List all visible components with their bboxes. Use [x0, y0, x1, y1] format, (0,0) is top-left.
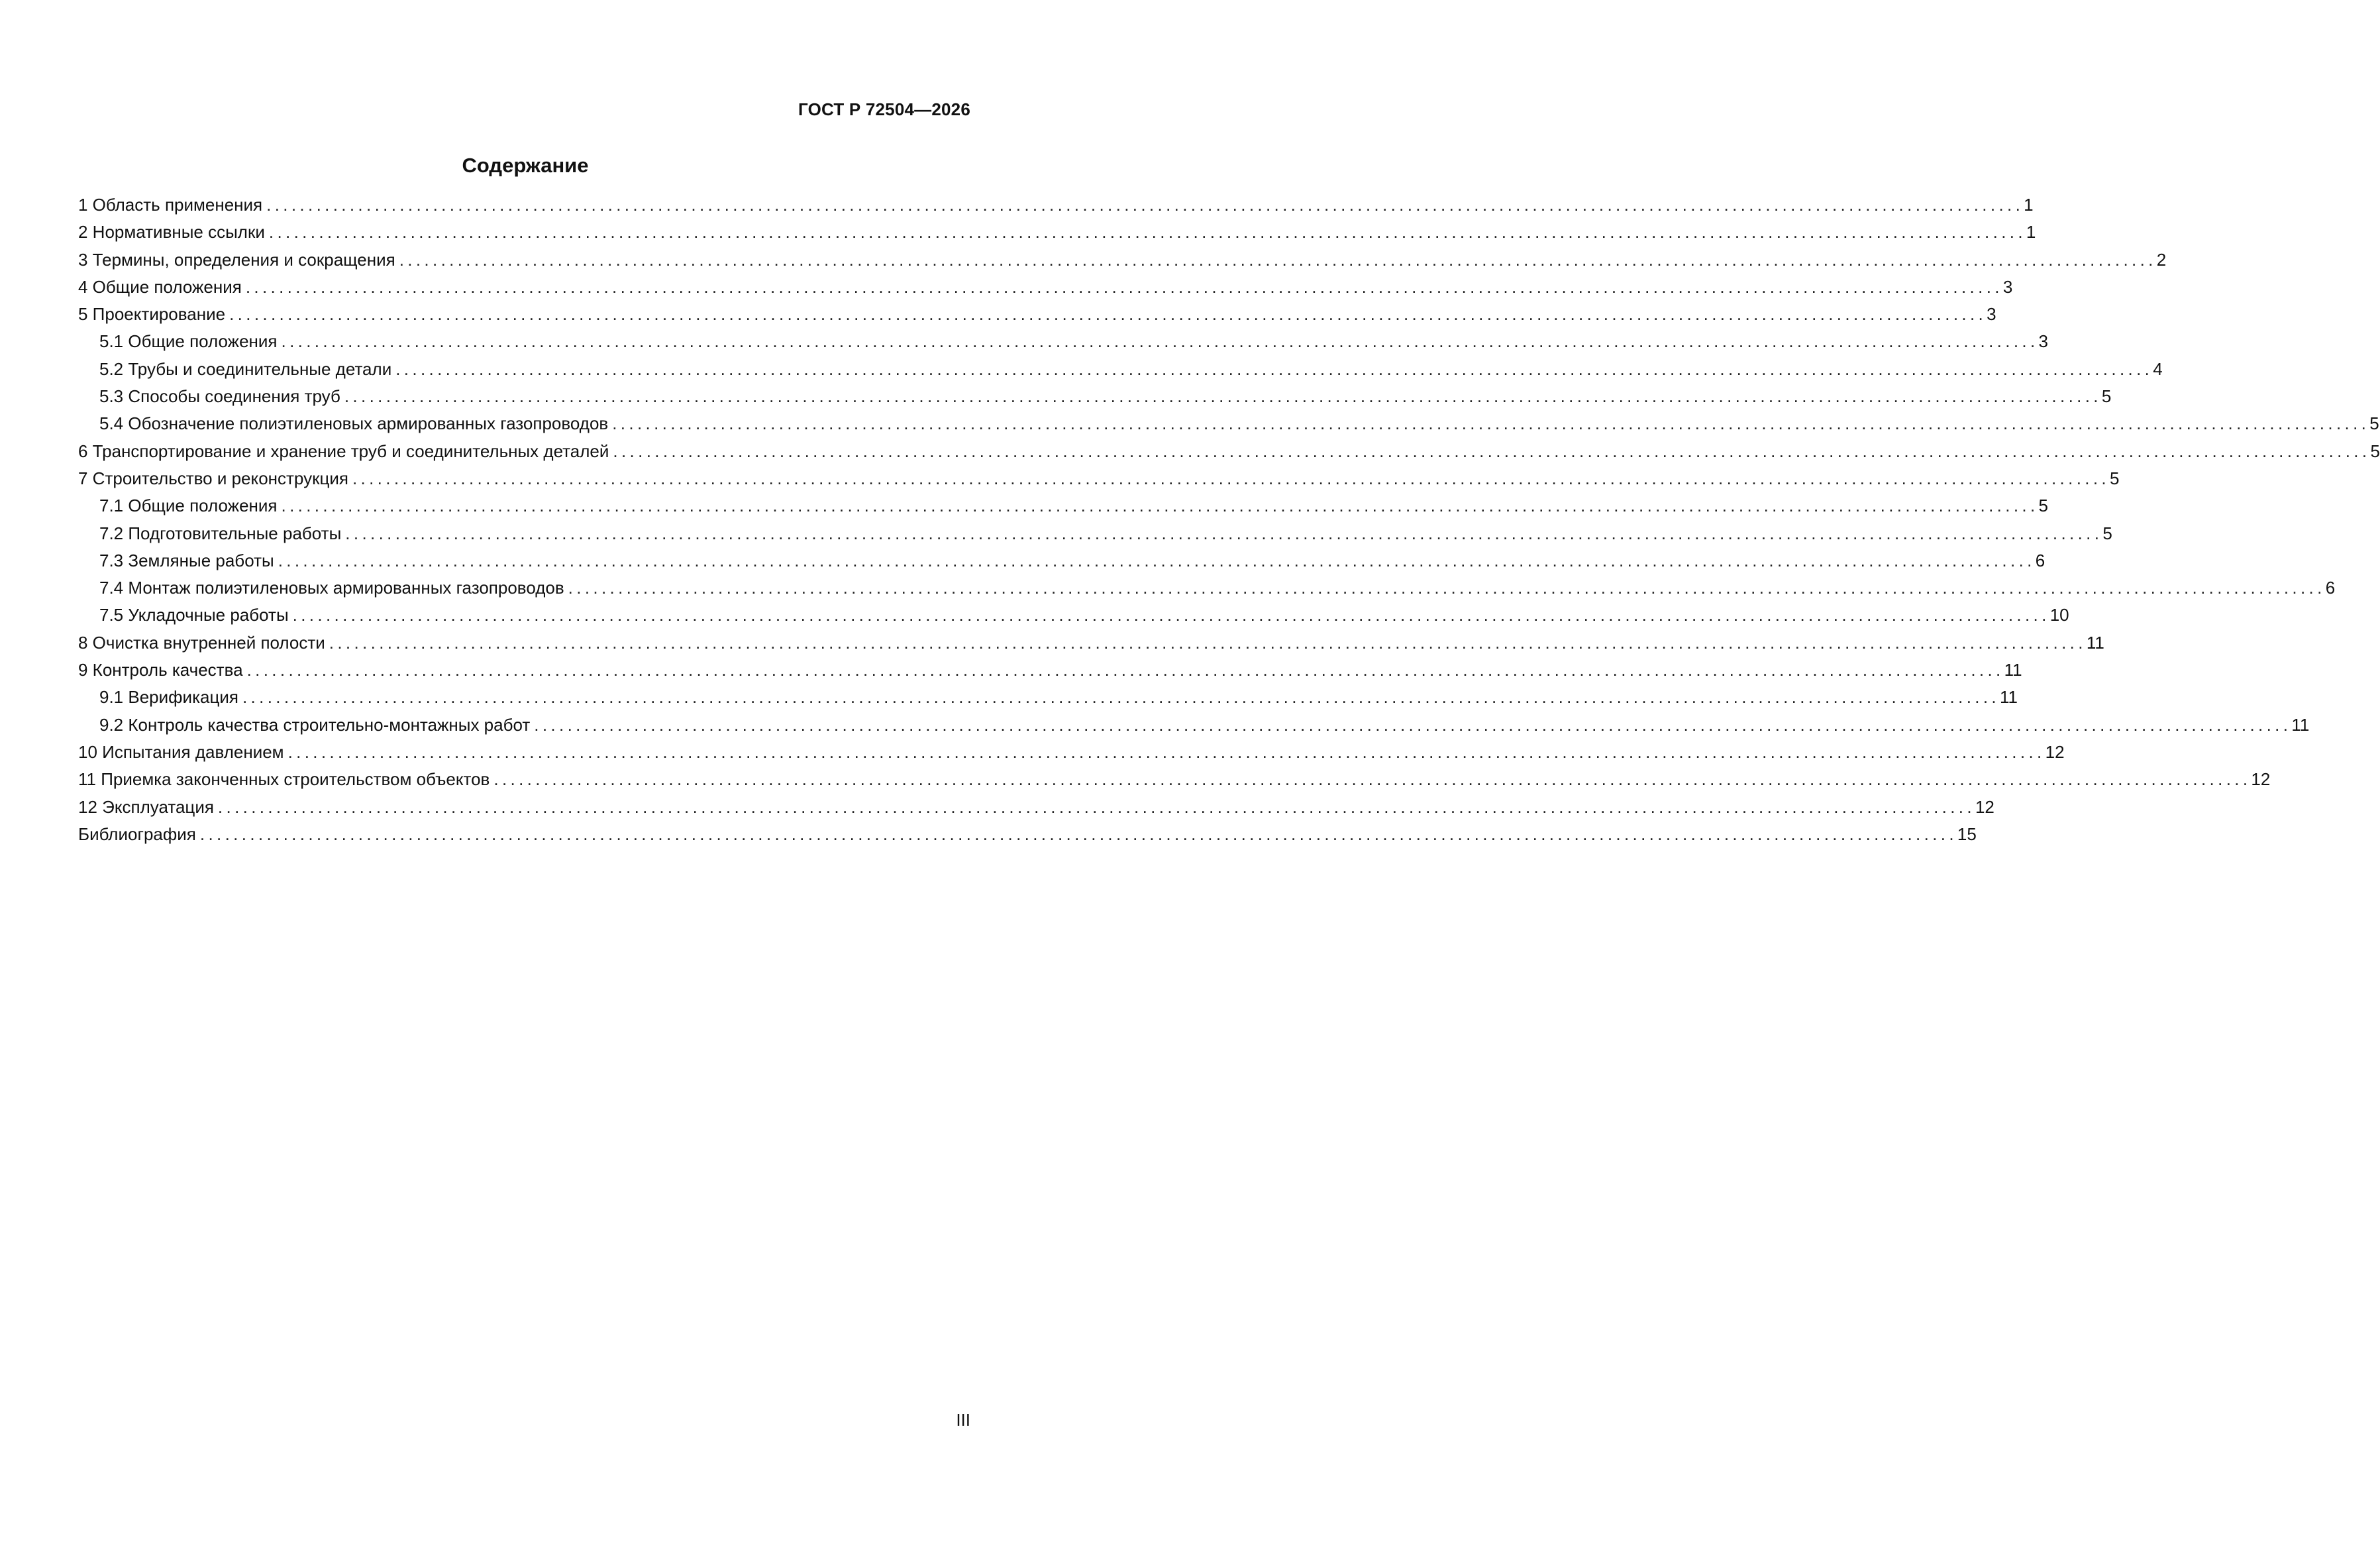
toc-entry-label: 5 Проектирование — [78, 304, 226, 325]
toc-dot-leader: ................................................................................................................................................................................................................... — [268, 222, 2026, 242]
toc-dot-leader: ................................................................................................................................................................................................................... — [352, 468, 2110, 488]
toc-entry-label: 6 Транспортирование и хранение труб и соединительных деталей — [78, 441, 609, 461]
toc-dot-leader: ................................................................................................................................................................................................................... — [246, 660, 2004, 680]
toc-dot-leader: ................................................................................................................................................................................................................... — [534, 714, 2292, 735]
toc-entry-page: 1 — [2024, 195, 2034, 215]
toc-dot-leader: ................................................................................................................................................................................................................... — [612, 413, 2370, 434]
toc-entry-label: 3 Термины, определения и сокращения — [78, 249, 395, 270]
toc-entry-page: 5 — [2110, 468, 2120, 488]
toc-dot-leader: ................................................................................................................................................................................................................... — [329, 632, 2087, 653]
toc-subentry[interactable] — [78, 602, 2069, 629]
toc-entry-page: 5 — [2101, 386, 2112, 407]
toc-entry-label: 7.4 Монтаж полиэтиленовых армированных газопроводов — [99, 578, 564, 598]
table-of-contents — [78, 191, 2380, 848]
toc-dot-leader: ................................................................................................................................................................................................................... — [217, 796, 1975, 817]
toc-dot-leader: ................................................................................................................................................................................................................... — [395, 358, 2153, 379]
toc-entry-label: 5.4 Обозначение полиэтиленовых армированных газопроводов — [99, 413, 609, 434]
toc-dot-leader: ................................................................................................................................................................................................................... — [345, 523, 2103, 543]
toc-entry-page: 5 — [2369, 413, 2379, 434]
toc-title: Содержание — [462, 154, 589, 177]
toc-entry-page: 6 — [2325, 578, 2336, 598]
toc-subentry[interactable] — [78, 547, 2045, 574]
toc-entry[interactable] — [78, 438, 2380, 465]
toc-dot-leader: ................................................................................................................................................................................................................... — [287, 741, 2045, 762]
toc-entry-page: 11 — [2086, 632, 2104, 653]
toc-entry-page: 3 — [2038, 331, 2049, 352]
toc-entry-page: 5 — [2102, 523, 2112, 543]
toc-entry[interactable] — [78, 246, 2167, 274]
toc-entry-page: 3 — [2002, 276, 2013, 297]
toc-entry[interactable] — [78, 191, 2034, 219]
toc-entry-label: 4 Общие положения — [78, 276, 242, 297]
toc-dot-leader: ................................................................................................................................................................................................................... — [493, 769, 2251, 790]
toc-subentry[interactable] — [78, 684, 2018, 711]
toc-entry-label: 5.1 Общие положения — [99, 331, 278, 352]
toc-entry-page: 1 — [2026, 222, 2036, 242]
toc-entry-page: 10 — [2049, 605, 2069, 625]
toc-subentry[interactable] — [78, 356, 2163, 383]
toc-dot-leader: ................................................................................................................................................................................................................... — [399, 249, 2157, 270]
toc-dot-leader: ................................................................................................................................................................................................................... — [568, 578, 2326, 598]
toc-dot-leader: ................................................................................................................................................................................................................... — [229, 304, 1987, 325]
toc-entry-label: 9 Контроль качества — [78, 660, 243, 680]
toc-entry-label: 7.2 Подготовительные работы — [99, 523, 342, 543]
toc-subentry[interactable] — [78, 574, 2336, 602]
toc-entry-label: 7 Строительство и реконструкция — [78, 468, 348, 488]
toc-subentry[interactable] — [78, 712, 2310, 739]
toc-entry-page: 2 — [2156, 249, 2167, 270]
toc-entry-page: 5 — [2038, 496, 2049, 516]
toc-subentry[interactable] — [78, 520, 2112, 547]
toc-entry-page: 3 — [1987, 304, 1996, 325]
toc-entry-label: 10 Испытания давлением — [78, 741, 284, 762]
toc-entry-label: 1 Область применения — [78, 195, 263, 215]
toc-subentry[interactable] — [78, 328, 2049, 355]
toc-entry[interactable] — [78, 821, 1977, 848]
toc-entry-page: 11 — [2004, 660, 2022, 680]
toc-entry-label: 9.2 Контроль качества строительно-монтажных работ — [99, 714, 531, 735]
toc-subentry[interactable] — [78, 383, 2112, 410]
toc-entry-label: 5.2 Трубы и соединительные детали — [99, 358, 392, 379]
toc-entry-label: 9.1 Верификация — [99, 687, 238, 708]
toc-dot-leader: ................................................................................................................................................................................................................... — [281, 331, 2039, 352]
toc-entry-label: 2 Нормативные ссылки — [78, 222, 265, 242]
toc-dot-leader: ................................................................................................................................................................................................................... — [245, 276, 2003, 297]
toc-dot-leader: ................................................................................................................................................................................................................... — [613, 441, 2371, 461]
toc-dot-leader: ................................................................................................................................................................................................................... — [266, 195, 2024, 215]
toc-entry-page: 6 — [2035, 550, 2045, 570]
toc-entry[interactable] — [78, 739, 2065, 766]
toc-entry-label: 12 Эксплуатация — [78, 796, 214, 817]
toc-entry-label: 7.1 Общие положения — [99, 496, 278, 516]
toc-entry[interactable] — [78, 766, 2271, 793]
toc-dot-leader: ................................................................................................................................................................................................................... — [292, 605, 2050, 625]
toc-entry-label: 7.3 Земляные работы — [99, 550, 274, 570]
toc-entry-label: 5.3 Способы соединения труб — [99, 386, 340, 407]
document-code: ГОСТ Р 72504—2026 — [798, 99, 970, 119]
toc-entry-page: 15 — [1957, 824, 1977, 844]
toc-entry-label: Библиография — [78, 824, 196, 844]
toc-entry[interactable] — [78, 465, 2120, 492]
toc-entry-label: 8 Очистка внутренней полости — [78, 632, 325, 653]
toc-entry[interactable] — [78, 629, 2104, 657]
toc-entry-page: 12 — [2045, 741, 2065, 762]
toc-entry[interactable] — [78, 274, 2013, 301]
toc-entry-page: 4 — [2153, 358, 2163, 379]
toc-entry-page: 5 — [2370, 441, 2380, 461]
toc-dot-leader: ................................................................................................................................................................................................................... — [344, 386, 2102, 407]
toc-subentry[interactable] — [78, 492, 2049, 519]
toc-entry[interactable] — [78, 219, 2036, 246]
toc-entry-page: 12 — [1975, 796, 1994, 817]
toc-entry-page: 11 — [2000, 687, 2018, 708]
toc-entry-label: 11 Приемка законченных строительством объектов — [78, 769, 490, 790]
toc-dot-leader: ................................................................................................................................................................................................................... — [199, 824, 1957, 844]
toc-entry-label: 7.5 Укладочные работы — [99, 605, 289, 625]
toc-entry-page: 11 — [2291, 714, 2310, 735]
toc-entry[interactable] — [78, 301, 1996, 328]
toc-dot-leader: ................................................................................................................................................................................................................... — [278, 550, 2036, 570]
toc-dot-leader: ................................................................................................................................................................................................................... — [242, 687, 2000, 708]
toc-entry[interactable] — [78, 794, 1994, 821]
toc-subentry[interactable] — [78, 410, 2379, 437]
page-number: III — [956, 1410, 970, 1430]
toc-dot-leader: ................................................................................................................................................................................................................... — [281, 496, 2039, 516]
toc-entry[interactable] — [78, 657, 2022, 684]
toc-entry-page: 12 — [2251, 769, 2271, 790]
